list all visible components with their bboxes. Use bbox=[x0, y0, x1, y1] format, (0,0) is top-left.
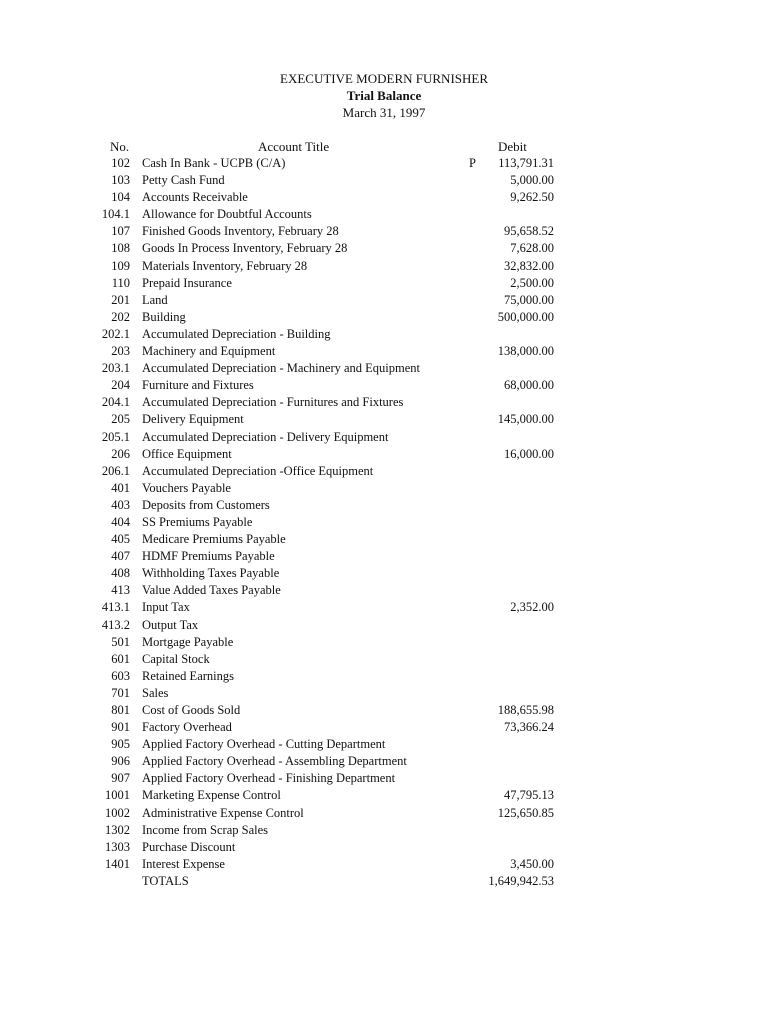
debit-amount: 47,795.13 bbox=[504, 788, 554, 803]
account-number: 404 bbox=[111, 514, 130, 529]
account-title: Income from Scrap Sales bbox=[142, 822, 269, 837]
account-number: 206.1 bbox=[101, 463, 130, 478]
account-number: 205 bbox=[111, 412, 130, 427]
account-row bbox=[0, 223, 768, 240]
account-row bbox=[0, 155, 768, 172]
account-row bbox=[0, 582, 768, 599]
column-header-account-title: Account Title bbox=[258, 139, 330, 154]
account-row bbox=[0, 787, 768, 804]
account-title: Administrative Expense Control bbox=[142, 805, 304, 820]
account-rows bbox=[0, 155, 768, 890]
debit-amount: 68,000.00 bbox=[504, 378, 554, 393]
account-row bbox=[0, 565, 768, 582]
account-title: Machinery and Equipment bbox=[142, 344, 276, 359]
account-number: 202 bbox=[111, 309, 130, 324]
account-title: Factory Overhead bbox=[142, 720, 232, 735]
account-title: Marketing Expense Control bbox=[142, 788, 281, 803]
account-title: Vouchers Payable bbox=[142, 480, 231, 495]
account-row bbox=[0, 258, 768, 275]
account-title: Goods In Process Inventory, February 28 bbox=[142, 241, 348, 256]
account-number: 501 bbox=[111, 634, 130, 649]
account-number: 1401 bbox=[105, 856, 130, 871]
account-title: Accumulated Depreciation - Furnitures and Fixtures bbox=[142, 395, 404, 410]
account-row bbox=[0, 651, 768, 668]
company-name: EXECUTIVE MODERN FURNISHER bbox=[280, 71, 488, 86]
account-number: 203.1 bbox=[101, 361, 130, 376]
account-row bbox=[0, 548, 768, 565]
account-title: Petty Cash Fund bbox=[142, 173, 225, 188]
account-title: Mortgage Payable bbox=[142, 634, 234, 649]
account-number: 413 bbox=[111, 583, 130, 598]
account-title: Delivery Equipment bbox=[142, 412, 244, 427]
account-row bbox=[0, 480, 768, 497]
account-title: TOTALS bbox=[142, 873, 189, 888]
account-title: Accumulated Depreciation -Office Equipment bbox=[142, 463, 374, 478]
account-title: Accumulated Depreciation - Building bbox=[142, 326, 331, 341]
account-title: Interest Expense bbox=[142, 856, 225, 871]
account-row bbox=[0, 309, 768, 326]
account-title: Sales bbox=[142, 685, 169, 700]
account-number: 413.1 bbox=[101, 600, 130, 615]
totals-row bbox=[0, 873, 768, 890]
debit-amount: 7,628.00 bbox=[510, 241, 554, 256]
debit-amount: 16,000.00 bbox=[504, 446, 554, 461]
account-row bbox=[0, 360, 768, 377]
account-number: 405 bbox=[111, 532, 130, 547]
column-headers bbox=[0, 138, 768, 155]
account-title: Applied Factory Overhead - Finishing Department bbox=[142, 771, 396, 786]
account-number: 1302 bbox=[105, 822, 130, 837]
account-row bbox=[0, 411, 768, 428]
account-row bbox=[0, 275, 768, 292]
report-title: Trial Balance bbox=[346, 88, 422, 103]
account-number: 906 bbox=[111, 754, 130, 769]
account-row bbox=[0, 822, 768, 839]
account-number: 103 bbox=[111, 173, 130, 188]
account-row bbox=[0, 394, 768, 411]
account-row bbox=[0, 856, 768, 873]
account-title: HDMF Premiums Payable bbox=[142, 549, 275, 564]
account-number: 1002 bbox=[105, 805, 130, 820]
account-row bbox=[0, 634, 768, 651]
currency-symbol: P bbox=[469, 156, 476, 170]
account-row bbox=[0, 292, 768, 309]
account-row bbox=[0, 463, 768, 480]
debit-amount: 73,366.24 bbox=[504, 720, 554, 735]
debit-amount: 9,262.50 bbox=[510, 190, 554, 205]
account-number: 401 bbox=[111, 480, 130, 495]
account-row bbox=[0, 719, 768, 736]
account-title: Cost of Goods Sold bbox=[142, 703, 241, 717]
account-number: 1303 bbox=[105, 839, 130, 854]
account-title: Capital Stock bbox=[142, 651, 210, 666]
account-number: 102 bbox=[111, 156, 130, 170]
account-row bbox=[0, 668, 768, 685]
debit-amount: 138,000.00 bbox=[497, 344, 554, 359]
account-number: 201 bbox=[111, 292, 130, 307]
account-number: 108 bbox=[111, 241, 130, 256]
account-row bbox=[0, 702, 768, 719]
account-number: 603 bbox=[111, 668, 130, 683]
account-number: 801 bbox=[111, 703, 130, 717]
account-number: 109 bbox=[111, 258, 130, 273]
account-title: Output Tax bbox=[142, 617, 199, 632]
account-row bbox=[0, 240, 768, 257]
account-row bbox=[0, 343, 768, 360]
debit-amount: 5,000.00 bbox=[510, 173, 554, 188]
account-number: 202.1 bbox=[101, 326, 130, 341]
account-title: Furniture and Fixtures bbox=[142, 378, 254, 393]
debit-amount: 113,791.31 bbox=[498, 156, 554, 170]
account-row bbox=[0, 599, 768, 616]
account-title: Allowance for Doubtful Accounts bbox=[142, 207, 312, 222]
account-row bbox=[0, 446, 768, 463]
account-row bbox=[0, 497, 768, 514]
column-header-no: No. bbox=[110, 139, 130, 154]
debit-amount: 3,450.00 bbox=[510, 856, 554, 871]
account-title: Input Tax bbox=[142, 600, 190, 615]
account-number: 104.1 bbox=[101, 207, 130, 222]
account-number: 203 bbox=[111, 344, 130, 359]
account-number: 206 bbox=[111, 446, 130, 461]
account-number: 407 bbox=[111, 549, 130, 564]
account-number: 905 bbox=[111, 737, 130, 752]
account-title: Prepaid Insurance bbox=[142, 275, 232, 290]
debit-amount: 2,352.00 bbox=[510, 600, 554, 615]
account-number: 205.1 bbox=[101, 429, 130, 444]
account-title: Accumulated Depreciation - Delivery Equipment bbox=[142, 429, 389, 444]
debit-amount: 75,000.00 bbox=[504, 292, 554, 307]
account-title: Office Equipment bbox=[142, 446, 232, 461]
account-title: Withholding Taxes Payable bbox=[142, 566, 280, 581]
account-number: 110 bbox=[111, 275, 130, 290]
account-row bbox=[0, 326, 768, 343]
debit-amount: 1,649,942.53 bbox=[488, 873, 554, 888]
account-title: Applied Factory Overhead - Cutting Department bbox=[142, 737, 386, 752]
account-row bbox=[0, 753, 768, 770]
debit-amount: 95,658.52 bbox=[504, 224, 554, 239]
account-number: 204.1 bbox=[101, 395, 130, 410]
account-row bbox=[0, 189, 768, 206]
account-row bbox=[0, 617, 768, 634]
account-number: 413.2 bbox=[101, 617, 130, 632]
account-row bbox=[0, 736, 768, 753]
account-title: Accumulated Depreciation - Machinery and Equipment bbox=[142, 361, 421, 376]
account-row bbox=[0, 805, 768, 822]
account-title: Cash In Bank - UCPB (C/A) bbox=[142, 156, 286, 170]
account-title: Value Added Taxes Payable bbox=[142, 583, 281, 598]
account-row bbox=[0, 429, 768, 446]
account-row bbox=[0, 206, 768, 223]
account-row bbox=[0, 770, 768, 787]
account-number: 701 bbox=[111, 685, 130, 700]
account-number: 408 bbox=[111, 566, 130, 581]
account-title: Materials Inventory, February 28 bbox=[142, 258, 308, 273]
account-row bbox=[0, 531, 768, 548]
debit-amount: 125,650.85 bbox=[497, 805, 554, 820]
account-title: Retained Earnings bbox=[142, 668, 234, 683]
account-row bbox=[0, 172, 768, 189]
account-title: Finished Goods Inventory, February 28 bbox=[142, 224, 339, 239]
account-title: Accounts Receivable bbox=[142, 190, 248, 205]
account-number: 403 bbox=[111, 497, 130, 512]
account-row bbox=[0, 685, 768, 702]
column-header-debit: Debit bbox=[498, 139, 527, 154]
account-title: Medicare Premiums Payable bbox=[142, 532, 286, 547]
debit-amount: 500,000.00 bbox=[497, 309, 554, 324]
report-date: March 31, 1997 bbox=[342, 105, 426, 120]
account-row bbox=[0, 514, 768, 531]
account-title: Deposits from Customers bbox=[142, 497, 270, 512]
account-title: Land bbox=[142, 292, 168, 307]
account-number: 107 bbox=[111, 224, 130, 239]
account-title: Applied Factory Overhead - Assembling Department bbox=[142, 754, 407, 769]
account-title: Purchase Discount bbox=[142, 839, 236, 854]
account-title: SS Premiums Payable bbox=[142, 514, 253, 529]
debit-amount: 188,655.98 bbox=[497, 703, 554, 717]
account-title: Building bbox=[142, 309, 186, 324]
account-number: 901 bbox=[111, 720, 130, 735]
debit-amount: 145,000.00 bbox=[497, 412, 554, 427]
account-number: 1001 bbox=[105, 788, 130, 803]
debit-amount: 32,832.00 bbox=[504, 258, 554, 273]
account-row bbox=[0, 839, 768, 856]
account-number: 907 bbox=[111, 771, 130, 786]
debit-amount: 2,500.00 bbox=[510, 275, 554, 290]
account-number: 104 bbox=[111, 190, 130, 205]
account-number: 204 bbox=[111, 378, 130, 393]
account-row bbox=[0, 377, 768, 394]
account-number: 601 bbox=[111, 651, 130, 666]
